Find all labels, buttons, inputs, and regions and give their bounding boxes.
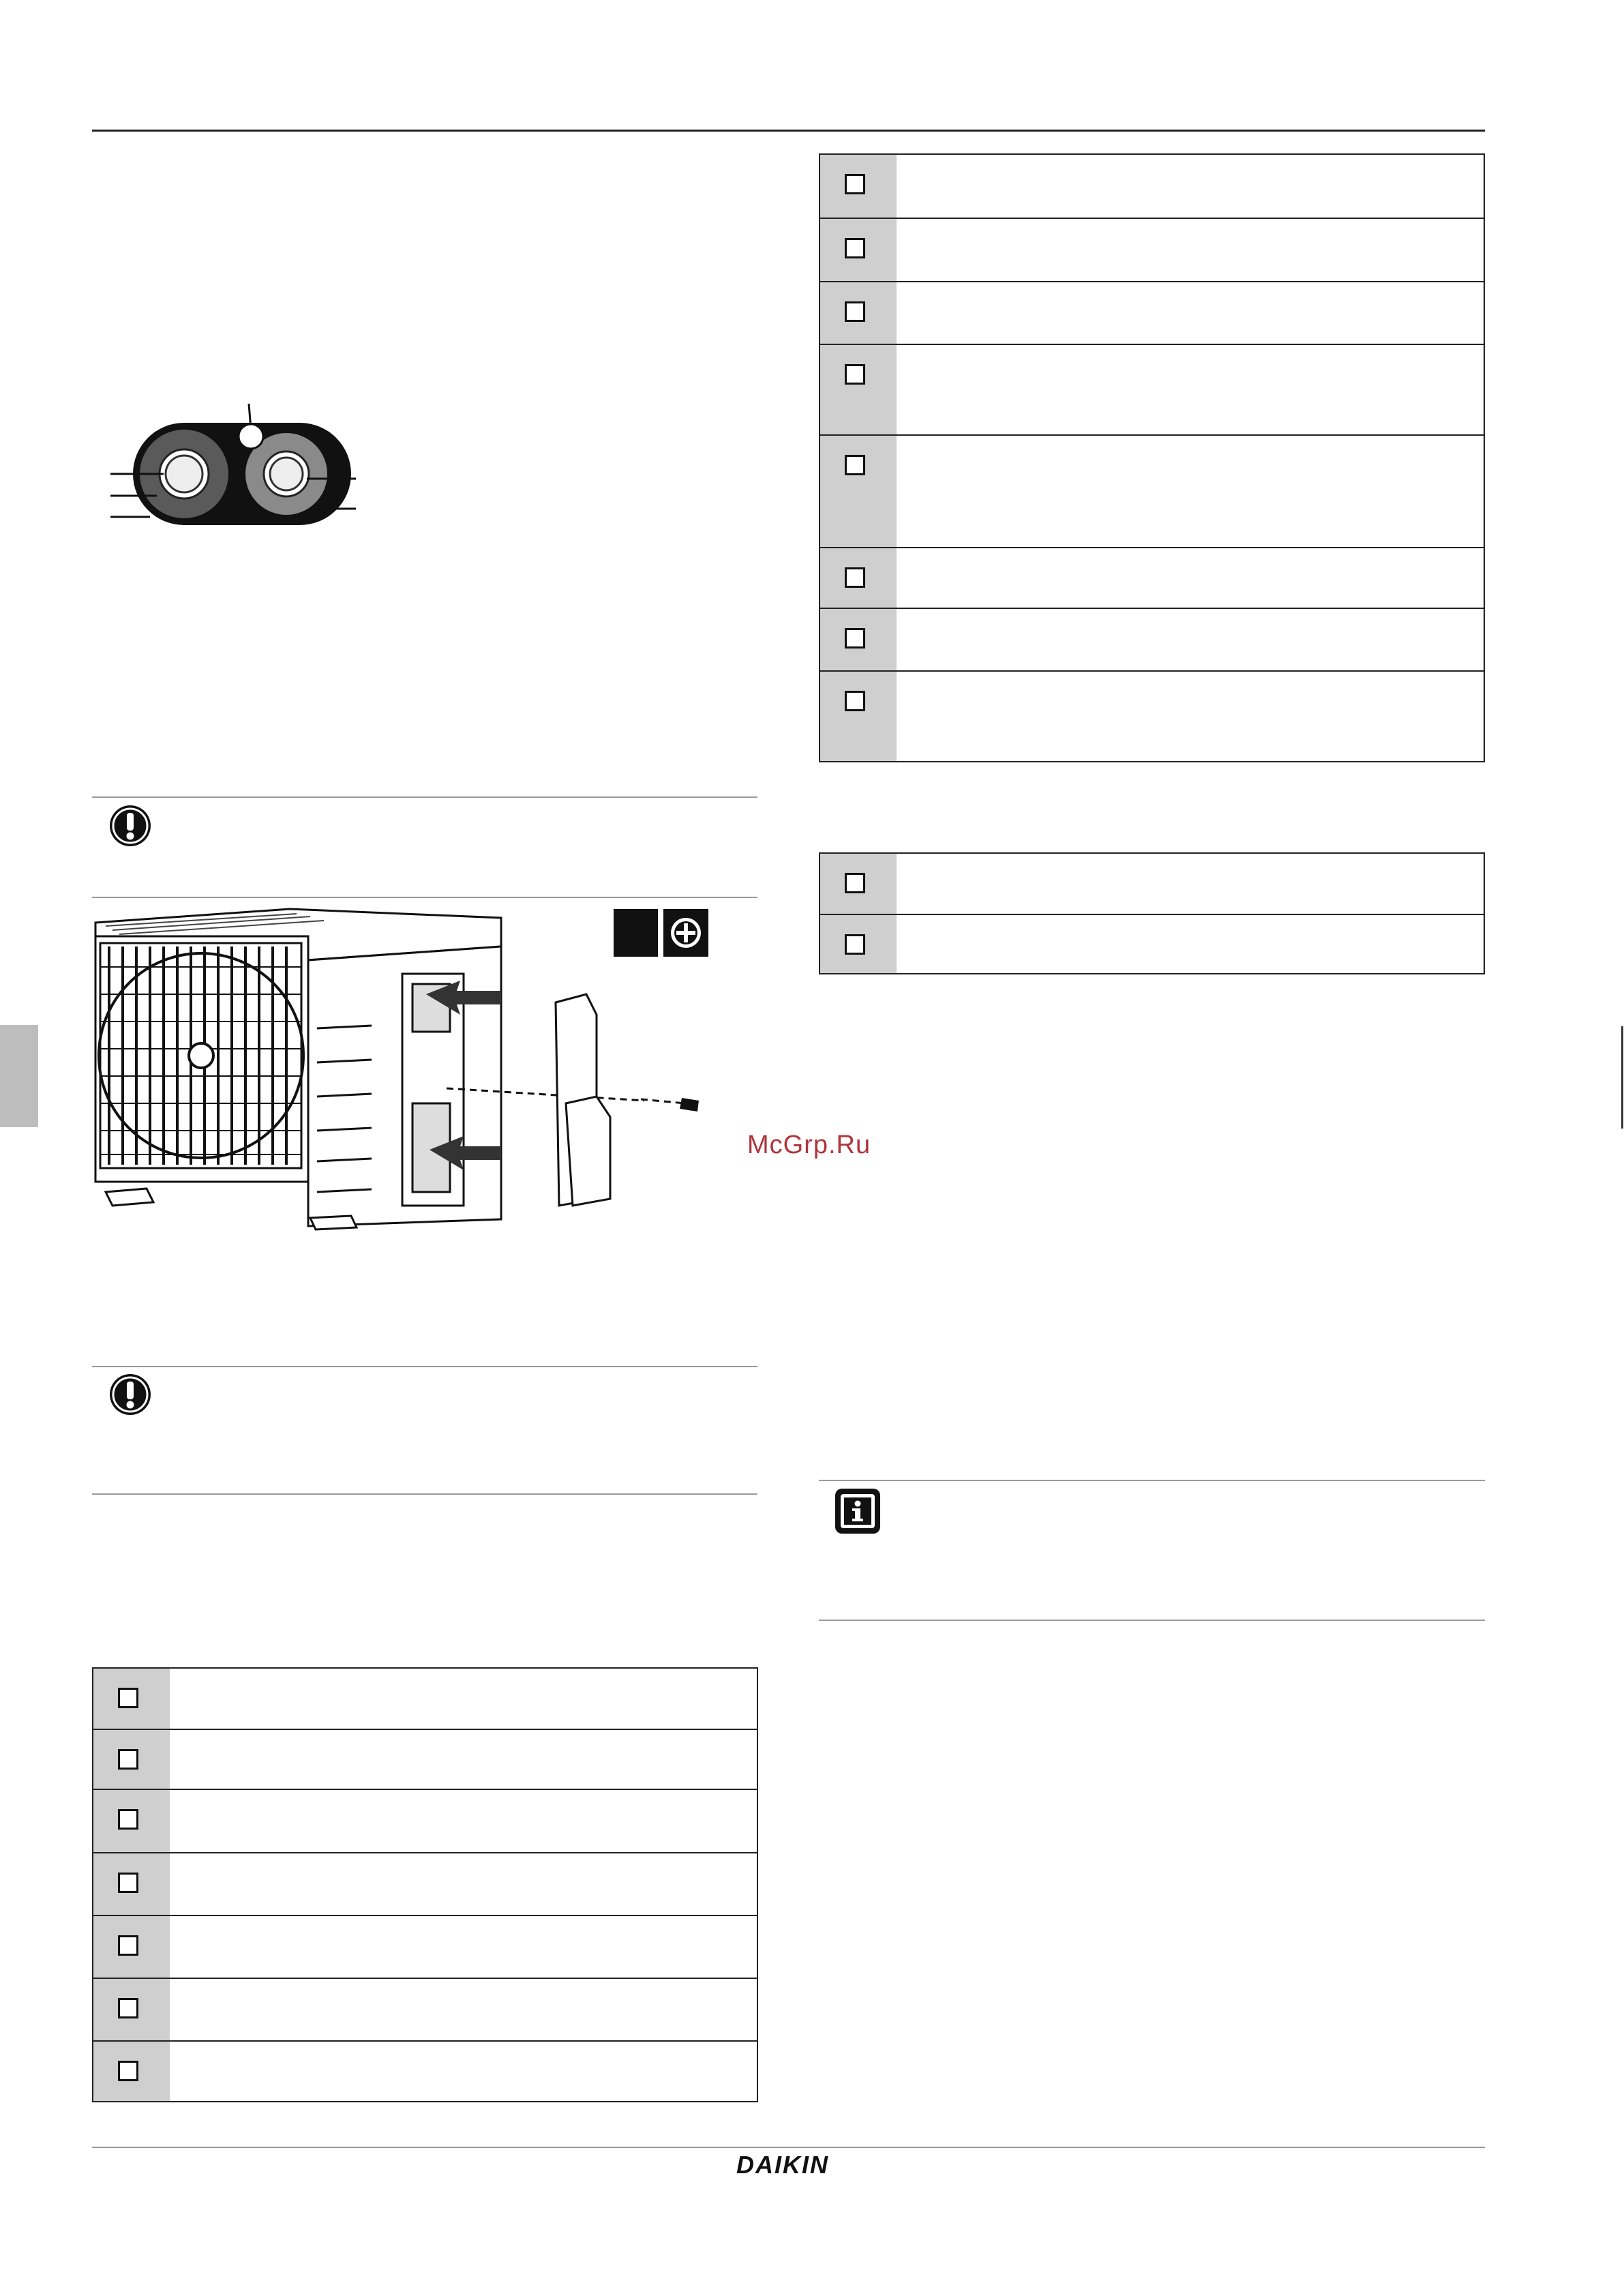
checkbox[interactable] bbox=[118, 1873, 138, 1893]
checklist-row bbox=[93, 1852, 757, 1915]
checkbox[interactable] bbox=[845, 174, 865, 194]
footer-rule bbox=[92, 2147, 1485, 2148]
checkbox[interactable] bbox=[118, 1809, 138, 1830]
daikin-logo: DAIKIN bbox=[736, 2151, 829, 2179]
checkbox[interactable] bbox=[118, 1749, 138, 1770]
warning-1-bottom-rule bbox=[92, 897, 757, 898]
checkbox[interactable] bbox=[118, 1688, 138, 1708]
checkbox[interactable] bbox=[845, 934, 865, 955]
checkbox[interactable] bbox=[845, 873, 865, 893]
checkbox[interactable] bbox=[845, 301, 865, 322]
checklist-right-small bbox=[819, 852, 1485, 974]
warning-1-top-rule bbox=[92, 796, 757, 798]
checklist-row bbox=[820, 854, 1484, 914]
checkbox[interactable] bbox=[845, 455, 865, 475]
exclamation-circle-icon bbox=[108, 1372, 153, 1417]
outdoor-unit-figure bbox=[92, 899, 760, 1240]
warning-2-top-rule bbox=[92, 1366, 757, 1367]
checkbox[interactable] bbox=[845, 238, 865, 258]
checkbox[interactable] bbox=[118, 2061, 138, 2081]
checkbox[interactable] bbox=[118, 1998, 138, 2018]
warning-2-bottom-rule bbox=[92, 1493, 757, 1495]
checklist-row bbox=[820, 155, 1484, 218]
page-edge-mark bbox=[1621, 1026, 1623, 1129]
checklist-row bbox=[820, 608, 1484, 670]
checklist-right-top bbox=[819, 153, 1485, 762]
checkbox[interactable] bbox=[845, 691, 865, 711]
checklist-row bbox=[820, 914, 1484, 973]
checkbox[interactable] bbox=[118, 1935, 138, 1956]
checklist-left bbox=[92, 1667, 758, 2102]
info-icon bbox=[833, 1487, 882, 1536]
checklist-row bbox=[820, 344, 1484, 434]
info-bottom-rule bbox=[819, 1620, 1485, 1621]
watermark-text: McGrp.Ru bbox=[747, 1131, 871, 1159]
checkbox[interactable] bbox=[845, 628, 865, 648]
header-rule bbox=[92, 130, 1485, 132]
checklist-row bbox=[93, 1978, 757, 2040]
checklist-row bbox=[820, 281, 1484, 344]
checklist-row bbox=[93, 1915, 757, 1978]
checklist-row bbox=[820, 670, 1484, 761]
checklist-row bbox=[93, 1669, 757, 1729]
checkbox[interactable] bbox=[845, 364, 865, 385]
checklist-row bbox=[93, 2040, 757, 2101]
info-top-rule bbox=[819, 1480, 1485, 1481]
exclamation-circle-icon bbox=[108, 803, 153, 848]
checkbox[interactable] bbox=[845, 567, 865, 588]
chapter-side-tab bbox=[0, 1025, 38, 1127]
checklist-row bbox=[820, 434, 1484, 547]
checklist-row bbox=[820, 547, 1484, 608]
checklist-row bbox=[93, 1789, 757, 1852]
insulated-pipes-figure bbox=[102, 396, 375, 546]
checklist-row bbox=[820, 218, 1484, 281]
checklist-row bbox=[93, 1729, 757, 1789]
